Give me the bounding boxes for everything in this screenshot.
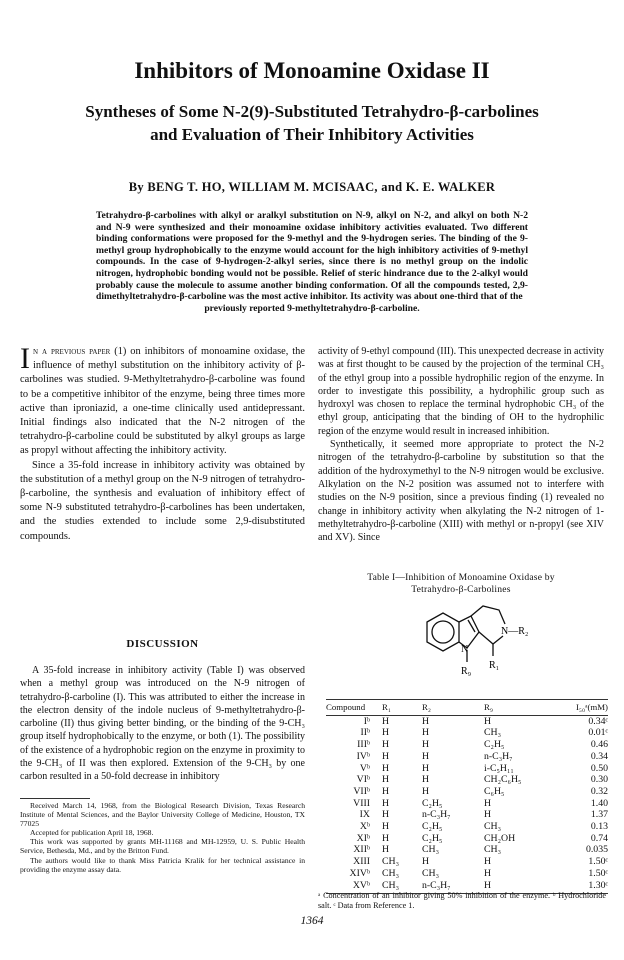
cell-r9: i-C₅H₁₁ bbox=[484, 762, 514, 774]
discussion-heading: DISCUSSION bbox=[126, 638, 199, 650]
cell-compound: IIᵇ bbox=[360, 727, 370, 739]
cell-r1: CH₃ bbox=[382, 856, 400, 868]
cell-r2: H bbox=[422, 715, 430, 727]
cell-compound: Xᵇ bbox=[359, 821, 370, 833]
header-r9: R₉ bbox=[484, 702, 493, 712]
cell-compound: XIVᵇ bbox=[349, 867, 370, 879]
article-title: Inhibitors of Monoamine Oxidase II bbox=[134, 58, 490, 83]
drop-cap: I bbox=[20, 342, 30, 375]
inhibition-table bbox=[326, 699, 608, 894]
cell-r2: H bbox=[422, 785, 430, 797]
cell-i50: 0.30 bbox=[590, 774, 608, 786]
right-paragraph-2: Synthetically, it seemed more appropriate to protect the N-2 nitrogen of the tetrahydro-β-carboline by substitution so that the addition of the hydroxymethyl to the N-9 nitrogen would be exclusive. Alkylation on the N-2 position was assumed not to interfere with studies on the N-9 position, since a previous finding (1) revealed no change in inhibitory activity when alkylating the N-2 nitrogen of 1-methyltetrahydro-β-carboline (XIII) with methyl or n-propyl (see XIV and XV). Since bbox=[318, 439, 604, 544]
cell-compound: Vᵇ bbox=[359, 762, 370, 774]
header-compound: Compound bbox=[326, 702, 366, 712]
table-row bbox=[326, 880, 608, 892]
discussion-paragraph-1: A 35-fold increase in inhibitory activity (Table I) was observed when a methyl group was introduced on the N-9 nitrogen of tetrahydro-β-carboline (I). This was attributed to either the increase in the electron density of the indole nucleus of 9-methyltetrahydro-β-carboline (II) thus giving better binding, or the binding of the 9-CH₃ group itself hydrophobically to the enzyme, or both (1). The possibility of the existence of a hydrophobic region on the enzyme in proximity to the 9-CH₃ of II was then explored. Extension of the 9-CH₃ by one carbon resulted in a 50-fold decrease in inhibitory bbox=[20, 665, 305, 783]
cell-i50: 0.34 bbox=[590, 750, 608, 762]
footnotes-left bbox=[20, 801, 305, 874]
cell-i50: 0.01ᶜ bbox=[588, 727, 608, 739]
abstract-text: Tetrahydro-β-carbolines with alkyl or aralkyl substitution on N-9, alkyl on N-2, and alkyl on both N-2 and N-9 were synthesized and their monoamine oxidase inhibitory activities evaluated. Two different binding conformations were proposed for the 9-methyl and the 9-hydrogen series. The binding of the 9-methyl group hydrophobically to the enzyme would account for the high inhibitory activities of 9-methyl compounds. In the case of 9-hydrogen-2-alkyl series, since there is no methyl group on the indolic nitrogen, hydrophobic bonding would not be possible. Relief of steric hindrance due to the 2-alkyl would probably cause the molecule to assume another binding conformation. Of all the compounds tested, 2,9-dimethyltetrahydro-β-carboline was the most active inhibitor. Its activity was about one-third that of the bbox=[96, 210, 528, 303]
cell-r2: C₂H₅ bbox=[422, 797, 443, 809]
cell-r9: H bbox=[484, 797, 492, 809]
cell-r2: CH₃ bbox=[422, 844, 440, 856]
cell-r9: H bbox=[484, 809, 492, 821]
cell-r9: H bbox=[484, 715, 492, 727]
cell-r2: CH₃ bbox=[422, 867, 440, 879]
cell-compound: XVᵇ bbox=[352, 879, 370, 891]
cell-i50: 1.50ᶜ bbox=[588, 867, 608, 879]
piperidine-ring-top bbox=[471, 606, 505, 624]
cell-r1: CH₃ bbox=[382, 867, 400, 879]
cell-r1: H bbox=[382, 762, 390, 774]
beta-carboline-structure-diagram bbox=[405, 600, 535, 690]
cell-i50: 0.74 bbox=[590, 832, 608, 844]
cell-compound: IX bbox=[359, 809, 370, 821]
aromatic-circle bbox=[432, 621, 454, 643]
cell-compound: VIII bbox=[353, 797, 370, 809]
cell-compound: XIII bbox=[353, 856, 370, 868]
table-row bbox=[326, 727, 608, 739]
cell-r1: H bbox=[382, 739, 390, 751]
cell-r2: n-C₃H₇ bbox=[422, 879, 451, 891]
footnote-thanks: The authors would like to thank Miss Patricia Kralik for her technical assistance in providing the enzyme assay data. bbox=[20, 855, 305, 874]
cell-r1: H bbox=[382, 774, 390, 786]
table-row bbox=[326, 798, 608, 810]
cell-r1: H bbox=[382, 844, 390, 856]
cell-compound: XIIᵇ bbox=[353, 844, 370, 856]
header-r2: R₂ bbox=[422, 702, 431, 712]
cell-r9: H bbox=[484, 879, 492, 891]
cell-r1: CH₃ bbox=[382, 879, 400, 891]
intro-column bbox=[20, 342, 305, 544]
cell-r2: C₂H₅ bbox=[422, 821, 443, 833]
table-row bbox=[326, 833, 608, 845]
table-caption bbox=[318, 572, 604, 595]
table-row bbox=[326, 763, 608, 775]
cell-compound: Iᵇ bbox=[363, 715, 370, 727]
cell-r1: H bbox=[382, 715, 390, 727]
cell-r9: CH₂C₆H₅ bbox=[484, 774, 522, 786]
subtitle-line-2: and Evaluation of Their Inhibitory Activities bbox=[150, 125, 474, 144]
cell-r9: H bbox=[484, 856, 492, 868]
table-caption-line-1: Table I—Inhibition of Monoamine Oxidase by bbox=[367, 572, 555, 583]
table-row bbox=[326, 716, 608, 728]
table-row bbox=[326, 786, 608, 798]
r9-label: R₉ bbox=[461, 666, 472, 677]
cell-r1: H bbox=[382, 727, 390, 739]
table-body bbox=[326, 716, 608, 892]
piperidine-ring-bottom bbox=[479, 632, 503, 644]
cell-r9: CH₃ bbox=[484, 727, 502, 739]
cell-r9: n-C₃H₇ bbox=[484, 750, 513, 762]
cell-i50: 0.50 bbox=[590, 762, 608, 774]
cell-r1: H bbox=[382, 785, 390, 797]
article-subtitle bbox=[40, 100, 584, 146]
table-row bbox=[326, 751, 608, 763]
cell-r9: C₂H₅ bbox=[484, 739, 505, 751]
cell-r9: CH₃ bbox=[484, 844, 502, 856]
footnote-accepted: Accepted for publication April 18, 1968. bbox=[30, 828, 154, 838]
cell-compound: VIIᵇ bbox=[353, 785, 370, 797]
cell-r2: H bbox=[422, 750, 430, 762]
table-row bbox=[326, 868, 608, 880]
cell-compound: VIᵇ bbox=[356, 774, 370, 786]
cell-r2: H bbox=[422, 774, 430, 786]
cell-r2: H bbox=[422, 762, 430, 774]
footnote-support: This work was supported by grants MH-11168 and MH-12959, U. S. Public Health Service, Bethesda, Md., and by the Britton Fund. bbox=[20, 837, 305, 856]
r1-label: R₁ bbox=[489, 660, 500, 671]
cell-i50: 0.035 bbox=[585, 844, 608, 856]
cell-i50: 0.13 bbox=[590, 821, 608, 833]
header-r1: R₁ bbox=[382, 702, 391, 712]
cell-i50: 0.32 bbox=[590, 785, 608, 797]
table-row bbox=[326, 809, 608, 821]
cell-r9: H bbox=[484, 867, 492, 879]
subtitle-line-1: Syntheses of Some N-2(9)-Substituted Tetrahydro-β-carbolines bbox=[85, 102, 539, 121]
cell-r2: H bbox=[422, 727, 430, 739]
table-row bbox=[326, 774, 608, 786]
intro-paragraph-1 bbox=[20, 342, 305, 459]
cell-i50: 1.30ᶜ bbox=[588, 879, 608, 891]
authors-line: By BENG T. HO, WILLIAM M. MCISAAC, and K. E. WALKER bbox=[128, 180, 496, 194]
abstract-last-line: previously reported 9-methyltetrahydro-β-carboline. bbox=[204, 302, 420, 314]
cell-r1: H bbox=[382, 750, 390, 762]
n2-substituent-label: N—R₂ bbox=[501, 626, 529, 637]
cell-i50: 1.37 bbox=[590, 809, 608, 821]
table-caption-line-2: Tetrahydro-β-Carbolines bbox=[411, 583, 511, 595]
table-header-row bbox=[326, 699, 608, 716]
header-i50: I₅₀ᵃ(mM) bbox=[576, 702, 608, 712]
intro-lead-smallcaps: n a previous paper bbox=[33, 346, 111, 357]
cell-r9: CH₃ bbox=[484, 821, 502, 833]
cell-r1: H bbox=[382, 832, 390, 844]
cell-r1: H bbox=[382, 809, 390, 821]
intro-paragraph-2: Since a 35-fold increase in inhibitory activity was obtained by the substitution of a methyl group on the N-9 nitrogen of tetrahydro-β-carboline, the synthesis and evaluation of inhibitory effect of some N-9 substituted tetrahydro-β-carbolines has been undertaken, and the studies extended to include some 2,9-disubstituted compounds. bbox=[20, 459, 305, 542]
cell-r1: H bbox=[382, 797, 390, 809]
table-row bbox=[326, 856, 608, 868]
footnote-rule bbox=[20, 798, 90, 799]
cell-r9: C₆H₅ bbox=[484, 785, 505, 797]
cell-compound: IVᵇ bbox=[356, 750, 370, 762]
right-column bbox=[318, 345, 604, 544]
cell-compound: IIIᵇ bbox=[357, 739, 370, 751]
cell-i50: 0.46 bbox=[590, 739, 608, 751]
cell-compound: XIᵇ bbox=[356, 832, 370, 844]
cell-i50: 1.40 bbox=[590, 797, 608, 809]
table-footnote: ᵃ Concentration of an inhibitor giving 50% inhibition of the enzyme. ᵇ Hydrochloride salt. ᶜ Data from Reference 1. bbox=[318, 891, 606, 911]
intro-paragraph-1-text: (1) on inhibitors of monoamine oxidase, the influence of methyl substitution on the inhibitory activity of β-carbolines was studied. 9-Methyltetrahydro-β-carboline was found to be a competitive inhibitor of the enzyme, being three times more active than iproniazid, a one-time clinically used antidepressant. Initial findings also indicated that the N-2 nitrogen of the tetrahydro-β-carboline could be substituted by alkyl groups as large as propyl without affecting the inhibitory activity. bbox=[20, 346, 305, 457]
cell-r2: n-C₃H₇ bbox=[422, 809, 451, 821]
cell-r2: C₂H₅ bbox=[422, 832, 443, 844]
page-number: 1364 bbox=[300, 915, 324, 927]
table-row bbox=[326, 821, 608, 833]
cell-r9: CH₂OH bbox=[484, 832, 516, 844]
ring-nitrogen-label: N bbox=[461, 644, 469, 655]
table-row bbox=[326, 739, 608, 751]
cell-i50: 0.34ᶜ bbox=[588, 715, 608, 727]
cell-r2: H bbox=[422, 856, 430, 868]
cell-i50: 1.50ᶜ bbox=[588, 856, 608, 868]
cell-r1: H bbox=[382, 821, 390, 833]
table-row bbox=[326, 844, 608, 856]
cell-r2: H bbox=[422, 739, 430, 751]
right-paragraph-1: activity of 9-ethyl compound (III). This unexpected decrease in activity was at first thought to be caused by the projection of the terminal CH₃ of the ethyl group into a possible hydrophilic region of the enzyme. In order to investigate this possibility, a hydrophilic group such as hydroxyl was chosen to replace the terminal hydrophobic CH₃ of the ethyl group, anticipating that the binding of OH to the hydrophilic region of the enzyme would result in increased inhibition. bbox=[318, 346, 604, 437]
discussion-column bbox=[20, 664, 305, 784]
abstract bbox=[96, 210, 528, 314]
footnote-received: Received March 14, 1968, from the Biological Research Division, Texas Research Institute of Mental Sciences, and the Baylor University College of Medicine, Houston, TX 77025 bbox=[20, 801, 305, 829]
